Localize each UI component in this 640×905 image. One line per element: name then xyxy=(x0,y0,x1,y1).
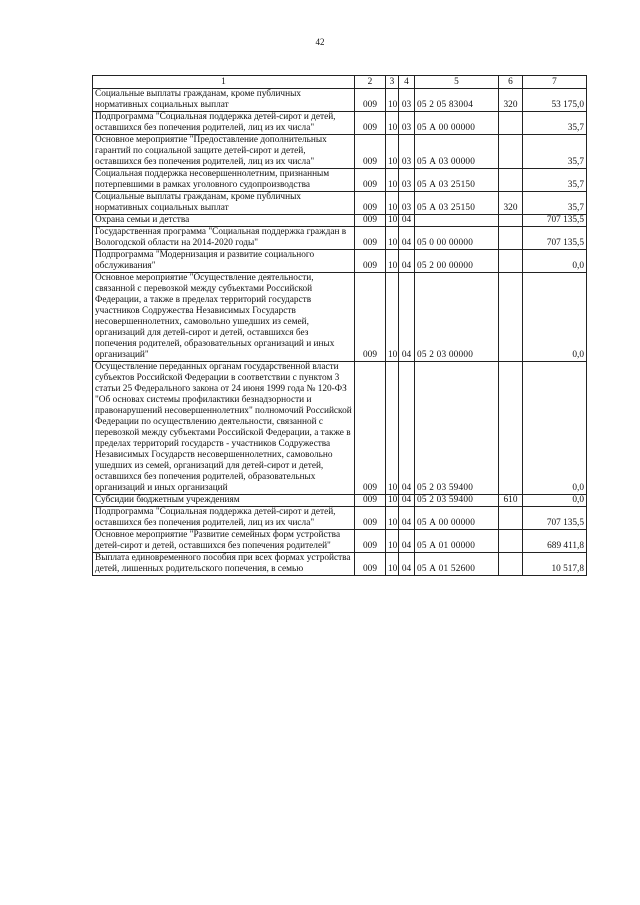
row-gr: 009 xyxy=(355,169,386,192)
row-vr xyxy=(499,362,523,495)
table-row xyxy=(93,227,587,250)
row-pr: 03 xyxy=(399,135,415,169)
table-row xyxy=(93,135,587,169)
row-rz: 10 xyxy=(386,495,399,507)
row-vr xyxy=(499,135,523,169)
table-row xyxy=(93,89,587,112)
table-row xyxy=(93,250,587,273)
row-name: Подпрограмма "Социальная поддержка детей-сирот и детей, оставшихся без попечения родителей, лиц из их числа" xyxy=(93,112,355,135)
row-vr: 320 xyxy=(499,89,523,112)
row-csr: 05 А 01 52600 xyxy=(415,553,499,576)
table-row xyxy=(93,273,587,362)
table-row xyxy=(93,362,587,495)
row-vr xyxy=(499,227,523,250)
row-amount: 35,7 xyxy=(523,135,587,169)
header-row xyxy=(93,76,587,89)
row-csr: 05 2 03 59400 xyxy=(415,495,499,507)
table-row xyxy=(93,215,587,227)
row-amount: 53 175,0 xyxy=(523,89,587,112)
row-pr: 03 xyxy=(399,192,415,215)
page-number: 42 xyxy=(315,37,325,47)
table-row xyxy=(93,507,587,530)
row-amount: 707 135,5 xyxy=(523,215,587,227)
table-row xyxy=(93,495,587,507)
row-amount: 689 411,8 xyxy=(523,530,587,553)
column-header: 7 xyxy=(523,76,587,89)
row-amount: 0,0 xyxy=(523,273,587,362)
row-csr: 05 2 03 00000 xyxy=(415,273,499,362)
row-rz: 10 xyxy=(386,112,399,135)
column-header: 5 xyxy=(415,76,499,89)
row-name: Осуществление переданных органам государственной власти субъектов Российской Федерации в соответствии с пунктом 3 статьи 25 Федерального закона от 24 июня 1999 года № 120-ФЗ "Об основах системы профилактики безнадзорности и правонарушений несовершеннолетних" полномочий Российской Федерации по осуществлению деятельности, связанной с перевозкой между субъектами Российской Федерации, а также в пределах территорий государств - участников Содружества Независимых Государств несовершеннолетних, самовольно ушедших из семей, организаций для детей-сирот и детей, оставшихся без попечения родителей, образовательных организаций и иных организаций xyxy=(93,362,355,495)
row-pr: 04 xyxy=(399,250,415,273)
column-header: 2 xyxy=(355,76,386,89)
row-vr xyxy=(499,553,523,576)
row-name: Подпрограмма "Социальная поддержка детей-сирот и детей, оставшихся без попечения родителей, лиц из их числа" xyxy=(93,507,355,530)
row-gr: 009 xyxy=(355,89,386,112)
column-header: 4 xyxy=(399,76,415,89)
row-vr xyxy=(499,273,523,362)
row-pr: 04 xyxy=(399,227,415,250)
row-csr: 05 А 03 25150 xyxy=(415,169,499,192)
row-rz: 10 xyxy=(386,192,399,215)
row-pr: 03 xyxy=(399,169,415,192)
row-rz: 10 xyxy=(386,135,399,169)
table-row xyxy=(93,530,587,553)
row-gr: 009 xyxy=(355,507,386,530)
row-csr xyxy=(415,215,499,227)
row-name: Субсидии бюджетным учреждениям xyxy=(93,495,355,507)
row-gr: 009 xyxy=(355,273,386,362)
row-name: Социальные выплаты гражданам, кроме публичных нормативных социальных выплат xyxy=(93,89,355,112)
row-name: Охрана семьи и детства xyxy=(93,215,355,227)
row-pr: 03 xyxy=(399,89,415,112)
row-gr: 009 xyxy=(355,250,386,273)
table-row xyxy=(93,112,587,135)
row-pr: 03 xyxy=(399,112,415,135)
row-rz: 10 xyxy=(386,215,399,227)
row-rz: 10 xyxy=(386,553,399,576)
row-csr: 05 2 05 83004 xyxy=(415,89,499,112)
row-name: Государственная программа "Социальная поддержка граждан в Вологодской области на 2014-2020 годы" xyxy=(93,227,355,250)
table-row xyxy=(93,169,587,192)
row-rz: 10 xyxy=(386,227,399,250)
row-gr: 009 xyxy=(355,112,386,135)
row-amount: 707 135,5 xyxy=(523,227,587,250)
table-row xyxy=(93,192,587,215)
row-pr: 04 xyxy=(399,273,415,362)
column-header: 6 xyxy=(499,76,523,89)
row-name: Социальная поддержка несовершеннолетним, признанным потерпевшими в рамках уголовного судопроизводства xyxy=(93,169,355,192)
row-amount: 0,0 xyxy=(523,362,587,495)
row-pr: 04 xyxy=(399,530,415,553)
row-pr: 04 xyxy=(399,495,415,507)
row-rz: 10 xyxy=(386,273,399,362)
row-gr: 009 xyxy=(355,227,386,250)
row-csr: 05 2 03 59400 xyxy=(415,362,499,495)
row-vr: 320 xyxy=(499,192,523,215)
row-vr xyxy=(499,250,523,273)
row-vr xyxy=(499,112,523,135)
row-vr xyxy=(499,507,523,530)
row-csr: 05 А 00 00000 xyxy=(415,112,499,135)
row-amount: 35,7 xyxy=(523,112,587,135)
row-vr xyxy=(499,169,523,192)
row-amount: 0,0 xyxy=(523,495,587,507)
row-csr: 05 0 00 00000 xyxy=(415,227,499,250)
row-amount: 0,0 xyxy=(523,250,587,273)
row-pr: 04 xyxy=(399,553,415,576)
row-rz: 10 xyxy=(386,250,399,273)
row-pr: 04 xyxy=(399,362,415,495)
row-rz: 10 xyxy=(386,89,399,112)
row-gr: 009 xyxy=(355,530,386,553)
row-gr: 009 xyxy=(355,192,386,215)
row-name: Основное мероприятие "Предоставление дополнительных гарантий по социальной защите детей-сирот и детей, оставшихся без попечения родителей, лиц из их числа" xyxy=(93,135,355,169)
row-vr xyxy=(499,530,523,553)
row-vr xyxy=(499,215,523,227)
column-header: 3 xyxy=(386,76,399,89)
row-gr: 009 xyxy=(355,135,386,169)
row-amount: 35,7 xyxy=(523,192,587,215)
row-gr: 009 xyxy=(355,362,386,495)
row-csr: 05 2 00 00000 xyxy=(415,250,499,273)
row-pr: 04 xyxy=(399,507,415,530)
row-name: Основное мероприятие "Развитие семейных форм устройства детей-сирот и детей, оставшихся без попечения родителей" xyxy=(93,530,355,553)
row-gr: 009 xyxy=(355,495,386,507)
row-csr: 05 А 03 25150 xyxy=(415,192,499,215)
row-rz: 10 xyxy=(386,507,399,530)
row-pr: 04 xyxy=(399,215,415,227)
row-vr: 610 xyxy=(499,495,523,507)
column-header: 1 xyxy=(93,76,355,89)
row-amount: 10 517,8 xyxy=(523,553,587,576)
budget-table xyxy=(92,75,587,576)
row-name: Основное мероприятие "Осуществление деятельности, связанной с перевозкой между субъектами Российской Федерации, а также в пределах территорий государств участников Содружества Независимых Государств несовершеннолетних, самовольно ушедших из семей, организаций для детей-сирот и детей, оставшихся без попечения родителей, образовательных организаций и иных организаций" xyxy=(93,273,355,362)
row-csr: 05 А 00 00000 xyxy=(415,507,499,530)
row-name: Социальные выплаты гражданам, кроме публичных нормативных социальных выплат xyxy=(93,192,355,215)
row-amount: 35,7 xyxy=(523,169,587,192)
row-csr: 05 А 01 00000 xyxy=(415,530,499,553)
row-gr: 009 xyxy=(355,215,386,227)
row-rz: 10 xyxy=(386,530,399,553)
row-gr: 009 xyxy=(355,553,386,576)
table-row xyxy=(93,553,587,576)
row-name: Подпрограмма "Модернизация и развитие социального обслуживания" xyxy=(93,250,355,273)
row-name: Выплата единовременного пособия при всех формах устройства детей, лишенных родительского попечения, в семью xyxy=(93,553,355,576)
row-csr: 05 А 03 00000 xyxy=(415,135,499,169)
row-rz: 10 xyxy=(386,169,399,192)
row-amount: 707 135,5 xyxy=(523,507,587,530)
row-rz: 10 xyxy=(386,362,399,495)
